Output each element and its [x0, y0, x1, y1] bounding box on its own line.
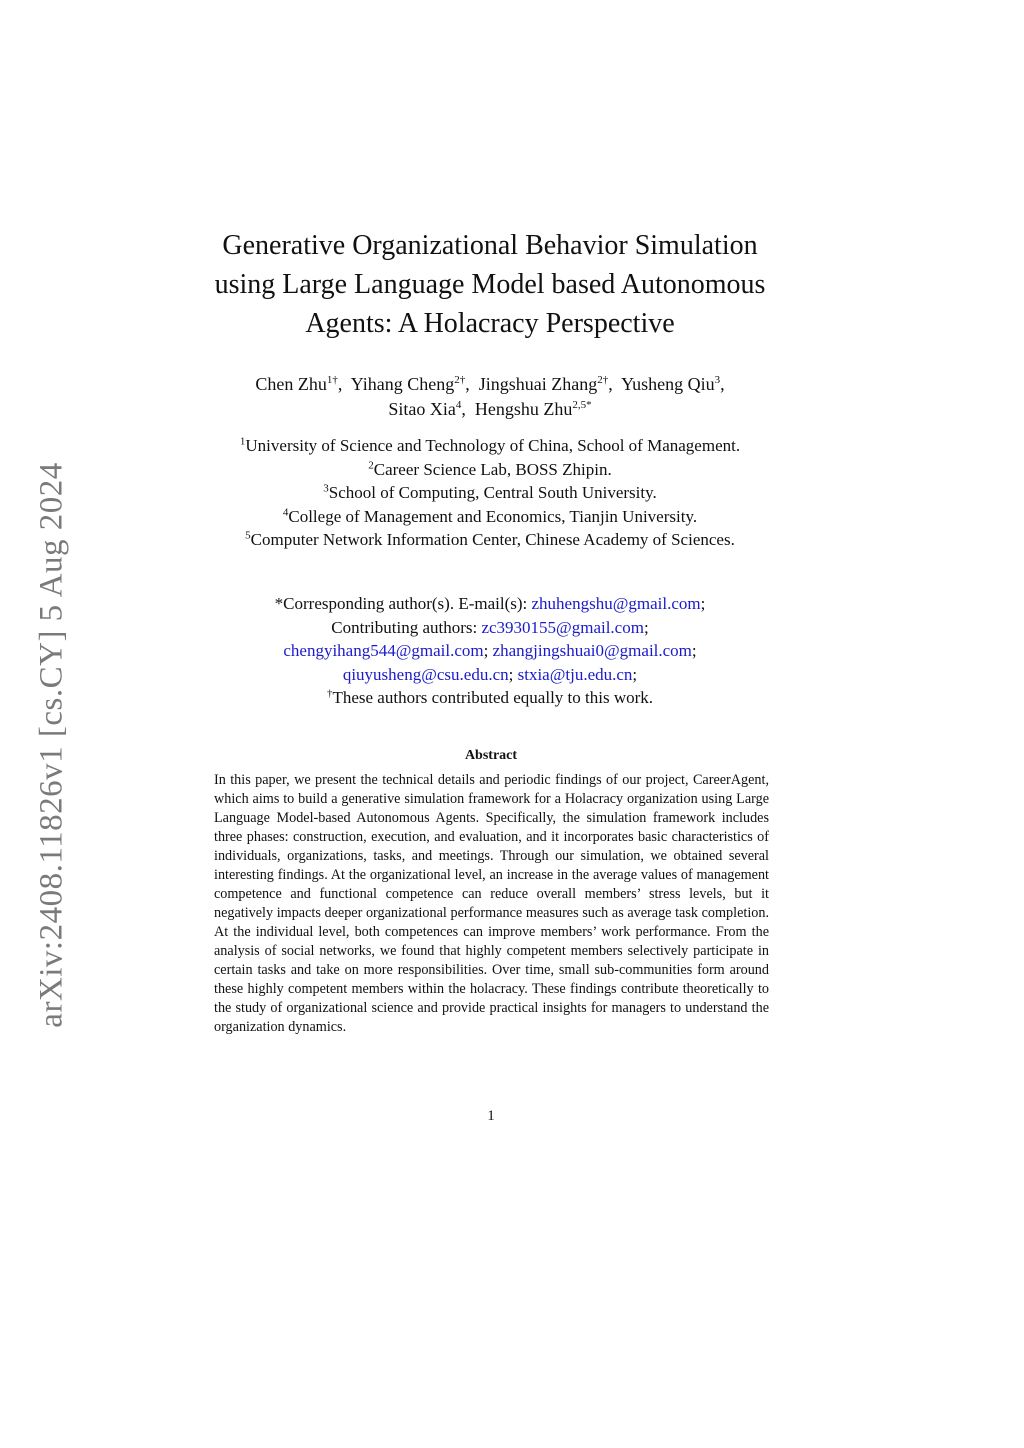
author: Jingshuai Zhang$^{2\dagger}$ [478, 374, 609, 394]
author: Hengshu Zhu$^{2,5*}$ [474, 399, 592, 419]
affiliation: $^4$College of Management and Economics, Tianjin University. [282, 505, 698, 526]
title-line: Generative Organizational Behavior Simulation [222, 230, 758, 261]
contact-block: *Corresponding author(s). E-mail(s): zhuhengshu@gmail.com; Contributing authors: zc3930155@gmail.com; chengyihang544@gmail.com; zhangjingshuai0@gmail.com; qiuyusheng@csu.edu.cn; stxia@tju.edu.cn; †These authors contributed equally to this work. [160, 592, 820, 710]
email-link[interactable]: stxia@tju.edu.cn [517, 664, 633, 684]
author: Yihang Cheng$^{2\dagger}$ [350, 374, 466, 394]
corresponding-label: *Corresponding author(s). E-mail(s): [274, 594, 528, 613]
affiliation: $^2$Career Science Lab, BOSS Zhipin. [368, 458, 612, 479]
page-number: 1 [487, 1108, 495, 1124]
contributing-label: Contributing authors: [331, 617, 478, 637]
equal-contribution-note: †These authors contributed equally to this work. [326, 687, 654, 707]
author: Sitao Xia$^4$ [388, 399, 462, 419]
author: Chen Zhu$^{1\dagger}$ [255, 374, 338, 394]
arxiv-identifier-stamp: arXiv:2408.11826v1 [cs.CY] 5 Aug 2024 [33, 462, 70, 1028]
abstract-text: In this paper, we present the technical details and periodic findings of our project, CareerAgent, which aims to build a generative simulation framework for a Holacracy organization using Large Language Model-based Autonomous Agents. Specifically, the simulation framework includes three phases: construction, execution, and evaluation, and it incorporates basic characteristics of individuals, organizations, tasks, and meetings. Through our simulation, we obtained several interesting findings. At the organizational level, an increase in the average values of management competence and functional competence can reduce overall members’ stress levels, but it negatively impacts deeper organizational performance measures such as average task completion. At the individual level, both competences can improve members’ work performance. From the analysis of social networks, we found that highly competent members selectively participate in certain tasks and take on more responsibilities. Over time, small sub-communities form around these highly competent members within the holacracy. These findings contribute theoretically to the study of organizational science and provide practical insights for managers to understand the organization dynamics. [214, 772, 769, 1035]
abstract-heading: Abstract [464, 748, 518, 763]
email-link[interactable]: zhuhengshu@gmail.com [531, 594, 701, 613]
affiliation: $^5$Computer Network Information Center, Chinese Academy of Sciences. [245, 529, 735, 549]
affiliation: $^3$School of Computing, Central South University. [323, 482, 657, 502]
email-link[interactable]: qiuyusheng@csu.edu.cn [342, 664, 509, 684]
email-link[interactable]: chengyihang544@gmail.com [283, 641, 484, 660]
title-line: using Large Language Model based Autonomous [214, 269, 766, 300]
paper-title [180, 226, 800, 343]
author: Yusheng Qiu$^3$ [621, 374, 721, 394]
affiliation-list [160, 434, 820, 552]
title-line: Agents: A Holacracy Perspective [305, 308, 675, 339]
author-list: Chen Zhu$^{1\dagger}$, Yihang Cheng$^{2\dagger}$, Jingshuai Zhang$^{2\dagger}$, Yusheng Qiu$^3$, Sitao Xia$^4$, Hengshu Zhu$^{2,5*}$ [255, 374, 725, 419]
affiliation: $^1$University of Science and Technology of China, School of Management. [239, 435, 741, 455]
email-link[interactable]: zhangjingshuai0@gmail.com [492, 641, 692, 660]
email-link[interactable]: zc3930155@gmail.com [481, 617, 644, 637]
